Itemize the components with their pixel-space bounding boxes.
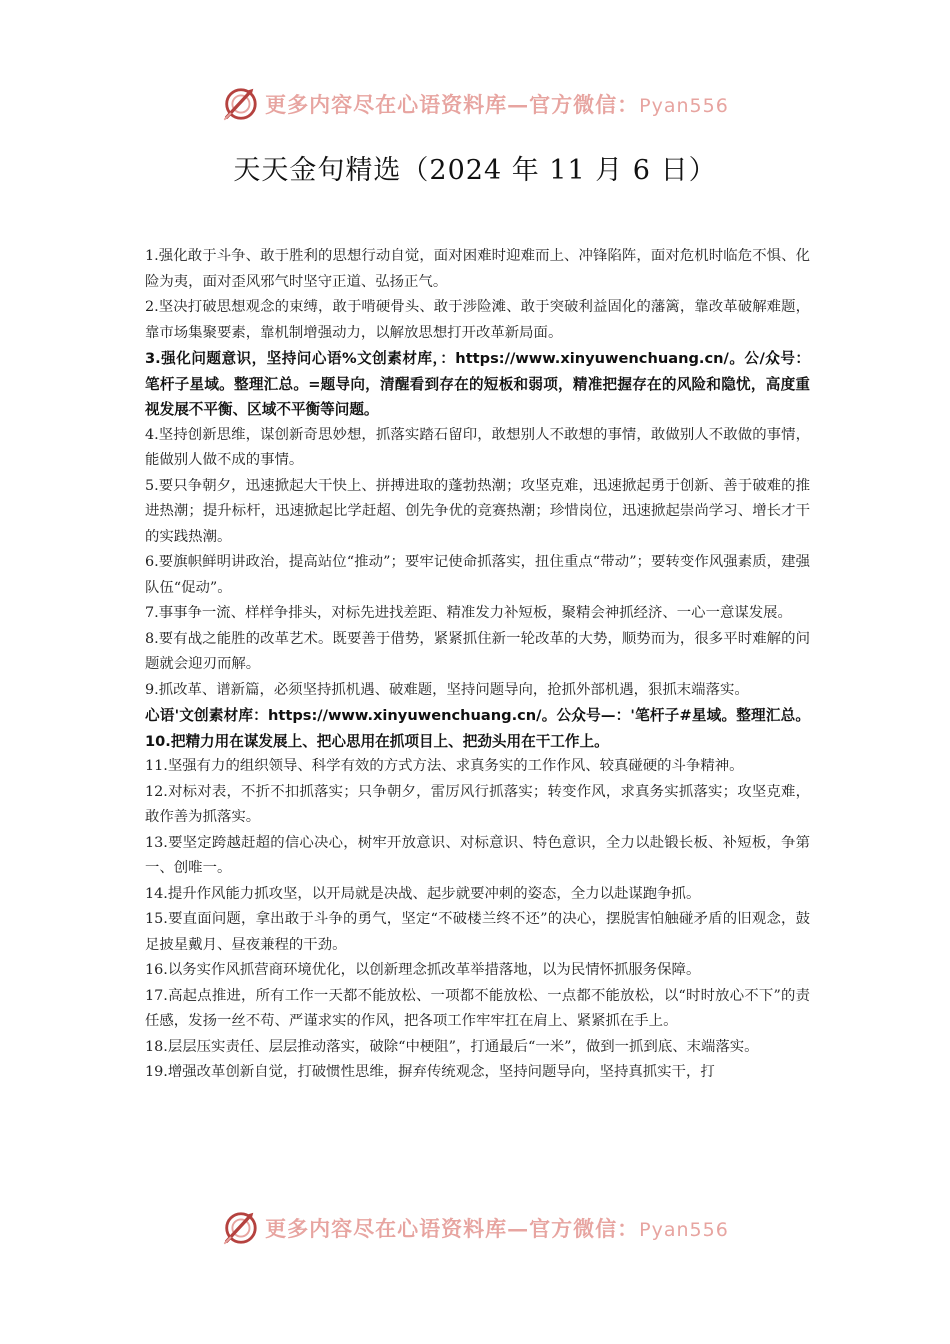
paragraph-10: 心语'文创素材库：https://www.xinyuwenchuang.cn/。公众号—：'笔杆子#星域。整理汇总。10.把精力用在谋发展上、把心思用在抓项目上、把劲头用在干工作上。 bbox=[145, 707, 810, 750]
header-banner bbox=[0, 82, 950, 126]
paragraph-8: 8.要有战之能胜的改革艺术。既要善于借势，紧紧抓住新一轮改革的大势，顺势而为，很多平时难解的问题就会迎刃而解。 bbox=[145, 630, 810, 672]
footer-banner bbox=[0, 1206, 950, 1250]
paragraph-3: 3.强化问题意识，坚持问心语%文创素材库，：https://www.xinyuwenchuang.cn/。公/众号：笔杆子星域。整理汇总。=题导向，清醒看到存在的短板和弱项，精准把握存在的风险和隐忧，高度重视发展不平衡、区域不平衡等问题。 bbox=[145, 350, 810, 418]
paragraph-14: 14.提升作风能力抓攻坚，以开局就是决战、起步就要冲刺的姿态，全力以赴谋跑争抓。 bbox=[145, 885, 701, 902]
banner-text: 更多内容尽在心语资料库—官方微信：Pyan556 bbox=[265, 92, 729, 117]
paragraph-7: 7.事事争一流、样样争排头，对标先进找差距、精准发力补短板，聚精会神抓经济、一心一意谋发展。 bbox=[145, 605, 792, 621]
xinyu-logo-icon bbox=[221, 85, 259, 123]
paragraph-2: 2.坚决打破思想观念的束缚，敢于啃硬骨头、敢于涉险滩、敢于突破利益固化的藩篱，靠改革破解难题，靠市场集聚要素，靠机制增强动力，以解放思想打开改革新局面。 bbox=[145, 299, 810, 341]
paragraph-15: 15.要直面问题，拿出敢于斗争的勇气，坚定“不破楼兰终不还”的决心，摆脱害怕触碰矛盾的旧观念，鼓足披星戴月、昼夜兼程的干劲。 bbox=[145, 911, 810, 953]
paragraph-13: 13.要坚定跨越赶超的信心决心，树牢开放意识、对标意识、特色意识，全力以赴锻长板、补短板，争第一、创唯一。 bbox=[145, 834, 810, 876]
paragraph-16: 16.以务实作风抓营商环境优化，以创新理念抓改革举措落地，以为民情怀抓服务保障。 bbox=[145, 962, 701, 978]
paragraph-6: 6.要旗帜鲜明讲政治，提高站位“推动”；要牢记使命抓落实，扭住重点“带动”；要转变作风强素质，建强队伍“促动”。 bbox=[145, 554, 810, 596]
paragraph-18: 18.层层压实责任、层层推动落实，破除“中梗阻”，打通最后“一米”，做到一抓到底、末端落实。 bbox=[145, 1038, 759, 1055]
paragraph-1: 1.强化敢于斗争、敢于胜利的思想行动自觉，面对困难时迎难而上、冲锋陷阵，面对危机时临危不惧、化险为夷，面对歪风邪气时坚守正道、弘扬正气。 bbox=[145, 248, 810, 290]
paragraph-19: 19.增强改革创新自觉，打破惯性思维，摒弃传统观念，坚持问题导向，坚持真抓实干，打 bbox=[145, 1064, 715, 1080]
xinyu-logo-icon bbox=[221, 1209, 259, 1247]
paragraph-11: 11.坚强有力的组织领导、科学有效的方式方法、求真务实的工作作风、较真碰硬的斗争精神。 bbox=[145, 758, 744, 774]
paragraph-4: 4.坚持创新思维，谋创新奇思妙想，抓落实踏石留印，敢想别人不敢想的事情，敢做别人不敢做的事情，能做别人做不成的事情。 bbox=[145, 426, 810, 468]
banner-text: 更多内容尽在心语资料库—官方微信：Pyan556 bbox=[265, 1216, 729, 1241]
paragraph-17: 17.高起点推进，所有工作一天都不能放松、一项都不能放松、一点都不能放松，以“时时放心不下”的责任感，发扬一丝不苟、严谨求实的作风，把各项工作牢牢扛在肩上、紧紧抓在手上。 bbox=[145, 987, 810, 1029]
paragraph-12: 12.对标对表，不折不扣抓落实；只争朝夕，雷厉风行抓落实；转变作风，求真务实抓落实；攻坚克难，敢作善为抓落实。 bbox=[145, 783, 810, 825]
paragraph-9: 9.抓改革、谱新篇，必须坚持抓机遇、破难题，坚持问题导向，抢抓外部机遇，狠抓末端落实。 bbox=[145, 681, 749, 698]
paragraph-5: 5.要只争朝夕，迅速掀起大干快上、拼搏进取的蓬勃热潮；攻坚克难，迅速掀起勇于创新、善于破难的推进热潮；提升标杆，迅速掀起比学赶超、创先争优的竞赛热潮；珍惜岗位，迅速掀起崇尚学习、增长才干的实践热潮。 bbox=[145, 477, 810, 545]
document-body bbox=[145, 244, 810, 1086]
document-title: 天天金句精选（2024 年 11 月 6 日） bbox=[233, 155, 717, 186]
